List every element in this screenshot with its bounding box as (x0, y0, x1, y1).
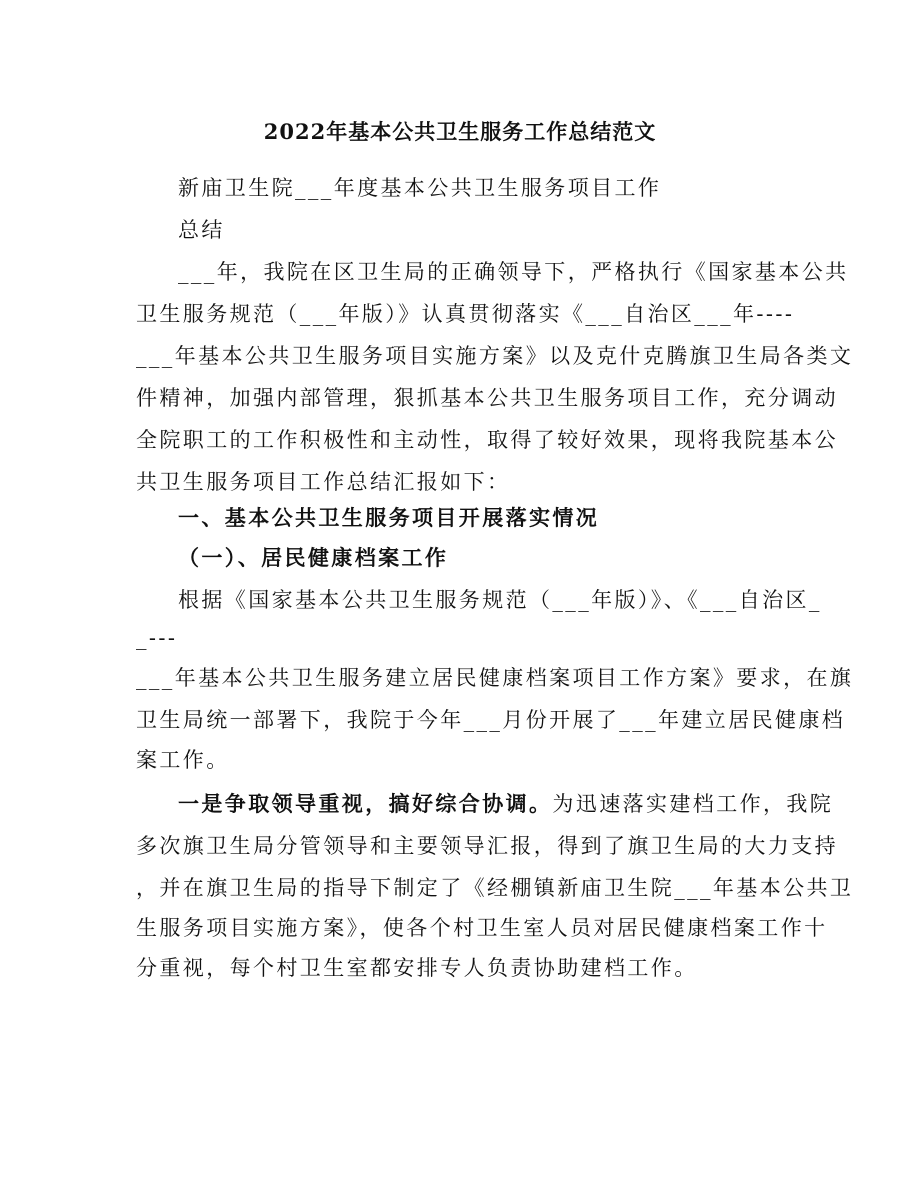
leadership-lead-rest: 为迅速落实建档工作，我院 (552, 792, 834, 816)
archive-paragraph-line: ___年基本公共卫生服务建立居民健康档案项目工作方案》要求，在旗 (136, 666, 854, 690)
subtitle-line-2: 总结 (178, 218, 225, 242)
leadership-paragraph-line: ，并在旗卫生局的指导下制定了《经棚镇新庙卫生院___年基本公共卫 (136, 876, 854, 900)
archive-paragraph-line: 根据《国家基本公共卫生服务规范（___年版）》、《___自治区_ (178, 588, 822, 612)
intro-paragraph-line: 件精神，加强内部管理，狠抓基本公共卫生服务项目工作，充分调动 (136, 386, 838, 410)
leadership-paragraph-line: 生服务项目实施方案》，使各个村卫生室人员对居民健康档案工作十 (136, 916, 828, 940)
intro-paragraph-line: ___年，我院在区卫生局的正确领导下，严格执行《国家基本公共 (178, 260, 849, 284)
subtitle-line-1: 新庙卫生院___年度基本公共卫生服务项目工作 (178, 176, 662, 200)
intro-paragraph-line: 卫生服务规范（___年版）》认真贯彻落实《___自治区___年---- (136, 302, 795, 326)
intro-paragraph-line: 共卫生服务项目工作总结汇报如下： (136, 470, 511, 494)
intro-paragraph-line: 全院职工的工作积极性和主动性，取得了较好效果，现将我院基本公 (136, 428, 838, 452)
section-heading: 一、基本公共卫生服务项目开展落实情况 (178, 505, 600, 530)
leadership-paragraph-line: 分重视，每个村卫生室都安排专人负责协助建档工作。 (136, 956, 698, 980)
leadership-paragraph-line: 多次旗卫生局分管领导和主要领导汇报，得到了旗卫生局的大力支持 (136, 834, 838, 858)
leadership-lead-phrase: 一是争取领导重视，搞好综合协调。 (178, 791, 553, 816)
archive-paragraph-line: 案工作。 (136, 748, 230, 772)
leadership-paragraph-first-line (178, 790, 834, 818)
subsection-heading: （一）、居民健康档案工作 (178, 545, 449, 570)
archive-paragraph-line: 卫生局统一部署下，我院于今年___月份开展了___年建立居民健康档 (136, 708, 846, 732)
intro-paragraph-line: ___年基本公共卫生服务项目实施方案》以及克什克腾旗卫生局各类文 (136, 344, 854, 368)
document-title: 2022年基本公共卫生服务工作总结范文 (263, 119, 657, 144)
archive-paragraph-line: _--- (136, 626, 178, 650)
